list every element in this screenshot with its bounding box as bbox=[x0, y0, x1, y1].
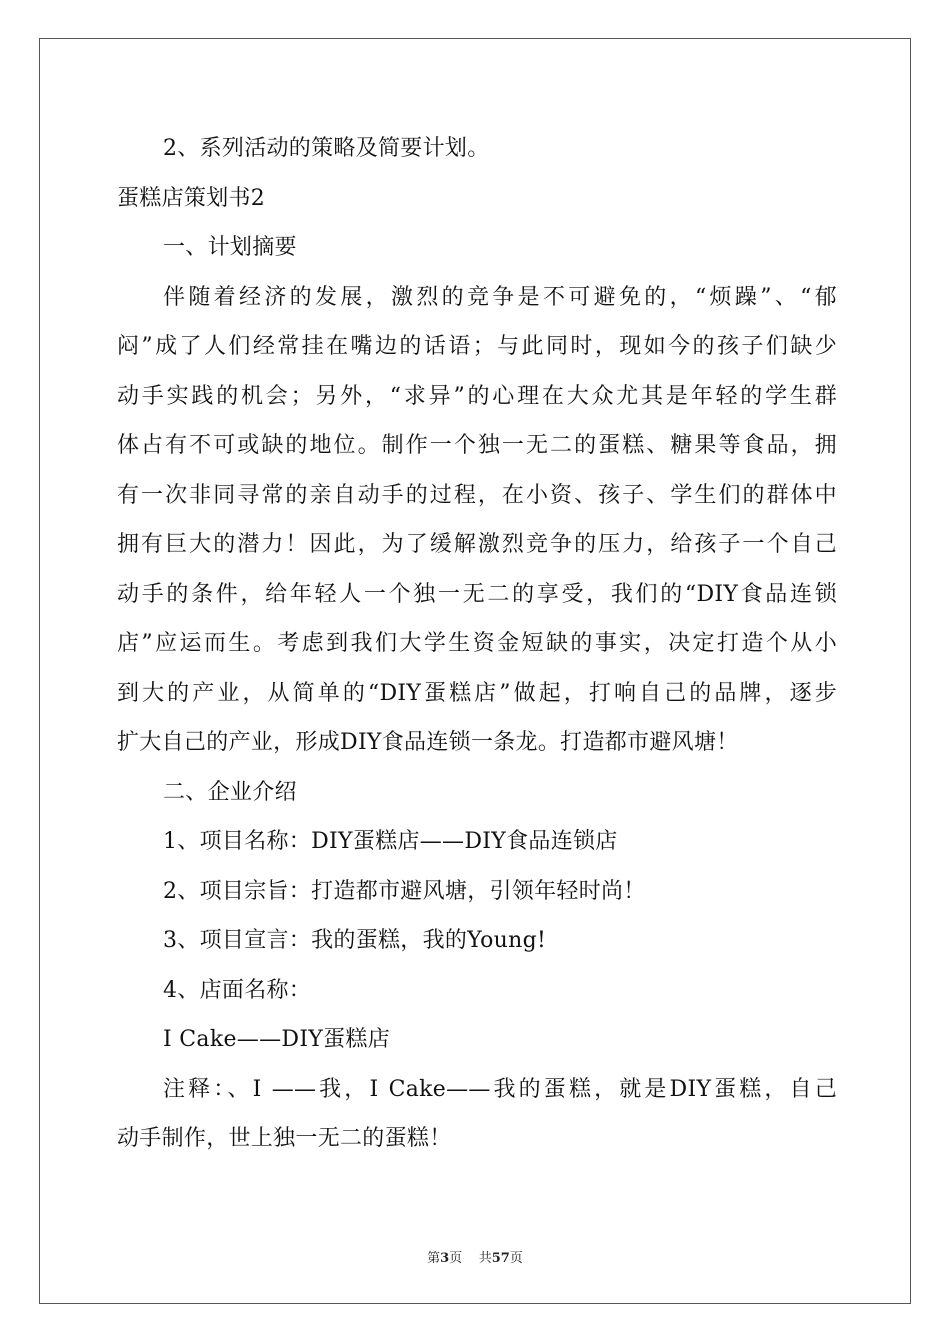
total-pages: 57 bbox=[491, 1251, 510, 1266]
page-prefix: 第 bbox=[427, 1251, 441, 1266]
total-prefix: 共 bbox=[478, 1251, 492, 1266]
list-item: 1、项目名称：DIY蛋糕店——DIY食品连锁店 bbox=[163, 829, 618, 854]
paragraph-line: 动手的条件，给年轻人一个独一无二的享受，我们的“DIY食品连锁 bbox=[117, 581, 837, 607]
paragraph-line: 拥有巨大的潜力！因此，为了缓解激烈竞争的压力，给孩子一个自己 bbox=[117, 532, 837, 557]
section-heading: 一、计划摘要 bbox=[163, 235, 297, 260]
total-suffix: 页 bbox=[509, 1251, 523, 1266]
paragraph-line: 扩大自己的产业，形成DIY食品连锁一条龙。打造都市避风塘！ bbox=[117, 730, 739, 755]
list-item: 3、项目宣言：我的蛋糕，我的Young! bbox=[163, 928, 547, 953]
list-item: 2、项目宗旨：打造都市避风塘，引领年轻时尚！ bbox=[163, 878, 646, 904]
store-name-line: I Cake——DIY蛋糕店 bbox=[163, 1027, 391, 1052]
paragraph-line: 到大的产业，从简单的“DIY蛋糕店”做起，打响自己的品牌，逐步 bbox=[117, 680, 837, 706]
note-paragraph bbox=[117, 1065, 837, 1164]
paragraph-line: 伴随着经济的发展，激烈的竞争是不可避免的，“烦躁”、“郁 bbox=[163, 284, 837, 310]
paragraph-line: 有一次非同寻常的亲自动手的过程，在小资、孩子、学生们的群体中 bbox=[117, 482, 837, 508]
paragraph-line: 店”应运而生。考虑到我们大学生资金短缺的事实，决定打造个从小 bbox=[117, 631, 837, 656]
section-heading: 二、企业介绍 bbox=[163, 779, 297, 805]
document-body bbox=[117, 124, 837, 1164]
page-number: 3 bbox=[440, 1251, 450, 1266]
paragraph-line: 动手实践的机会；另外，“求异”的心理在大众尤其是年轻的学生群 bbox=[117, 383, 837, 409]
document-title: 蛋糕店策划书2 bbox=[117, 185, 266, 211]
paragraph-line: 闷”成了人们经常挂在嘴边的话语；与此同时，现如今的孩子们缺少 bbox=[117, 334, 837, 359]
paragraph-line: 体占有不可或缺的地位。制作一个独一无二的蛋糕、糖果等食品，拥 bbox=[117, 433, 837, 458]
section-line: 2、系列活动的策略及简要计划。 bbox=[163, 136, 490, 161]
paragraph-line: 动手制作，世上独一无二的蛋糕！ bbox=[117, 1126, 452, 1151]
page-footer bbox=[0, 1247, 950, 1266]
page-suffix: 页 bbox=[449, 1251, 463, 1266]
paragraph-line: 注释：、I ——我，I Cake——我的蛋糕，就是DIY蛋糕，自己 bbox=[163, 1076, 837, 1102]
summary-paragraph bbox=[117, 273, 837, 768]
list-item: 4、店面名称： bbox=[163, 977, 312, 1003]
